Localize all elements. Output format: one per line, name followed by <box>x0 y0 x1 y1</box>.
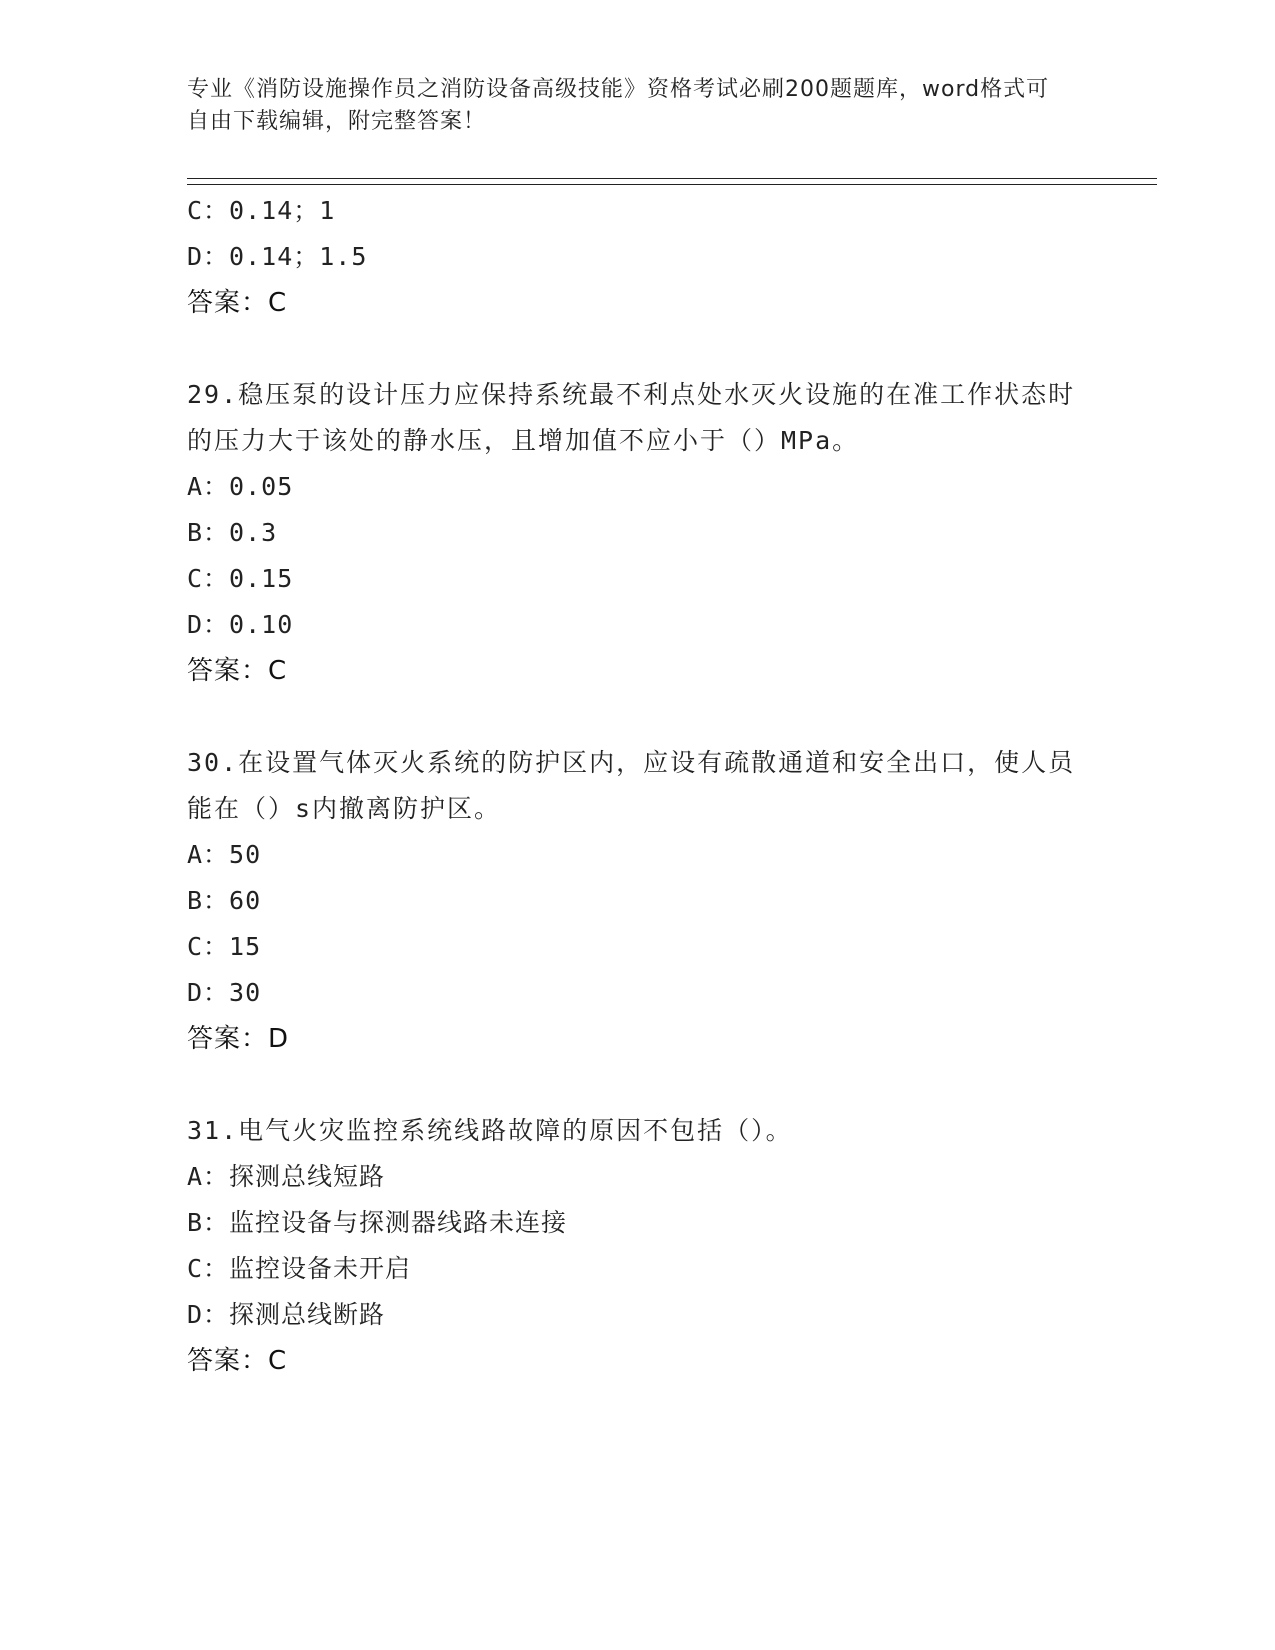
answer-line: 答案：C <box>187 656 288 686</box>
option-c: C：0.15 <box>187 564 294 593</box>
option-a: A：50 <box>187 840 262 869</box>
question-list <box>187 188 1087 1384</box>
option-d: D：30 <box>187 978 262 1007</box>
option-d: D：0.10 <box>187 610 294 639</box>
option-a: A：探测总线短路 <box>187 1162 386 1191</box>
question-30 <box>187 740 1087 1062</box>
question-text: 30.在设置气体灭火系统的防护区内，应设有疏散通道和安全出口，使人员能在（）s内撤离防护区。 <box>187 748 1076 823</box>
question-31 <box>187 1108 1087 1384</box>
question-29 <box>187 372 1087 694</box>
option-b: B：0.3 <box>187 518 278 547</box>
option-c: C：监控设备未开启 <box>187 1254 412 1283</box>
option-d: D：探测总线断路 <box>187 1300 386 1329</box>
question-text: 31.电气火灾监控系统线路故障的原因不包括（）。 <box>187 1116 793 1145</box>
question-text: 29.稳压泵的设计压力应保持系统最不利点处水灭火设施的在准工作状态时的压力大于该处的静水压，且增加值不应小于（）MPa。 <box>187 380 1076 455</box>
answer-line: 答案：D <box>187 1024 290 1054</box>
answer-line: 答案：C <box>187 288 288 318</box>
option-b: B：60 <box>187 886 262 915</box>
option-d: D：0.14；1.5 <box>187 242 368 271</box>
option-c: C：15 <box>187 932 262 961</box>
option-b: B：监控设备与探测器线路未连接 <box>187 1208 568 1237</box>
option-c: C：0.14；1 <box>187 196 336 225</box>
answer-line: 答案：C <box>187 1346 288 1376</box>
option-a: A：0.05 <box>187 472 294 501</box>
document-header: 专业《消防设施操作员之消防设备高级技能》资格考试必刷200题题库，word格式可自由下载编辑，附完整答案！ <box>187 77 1050 134</box>
header-divider <box>187 178 1157 185</box>
question-partial <box>187 188 1087 326</box>
